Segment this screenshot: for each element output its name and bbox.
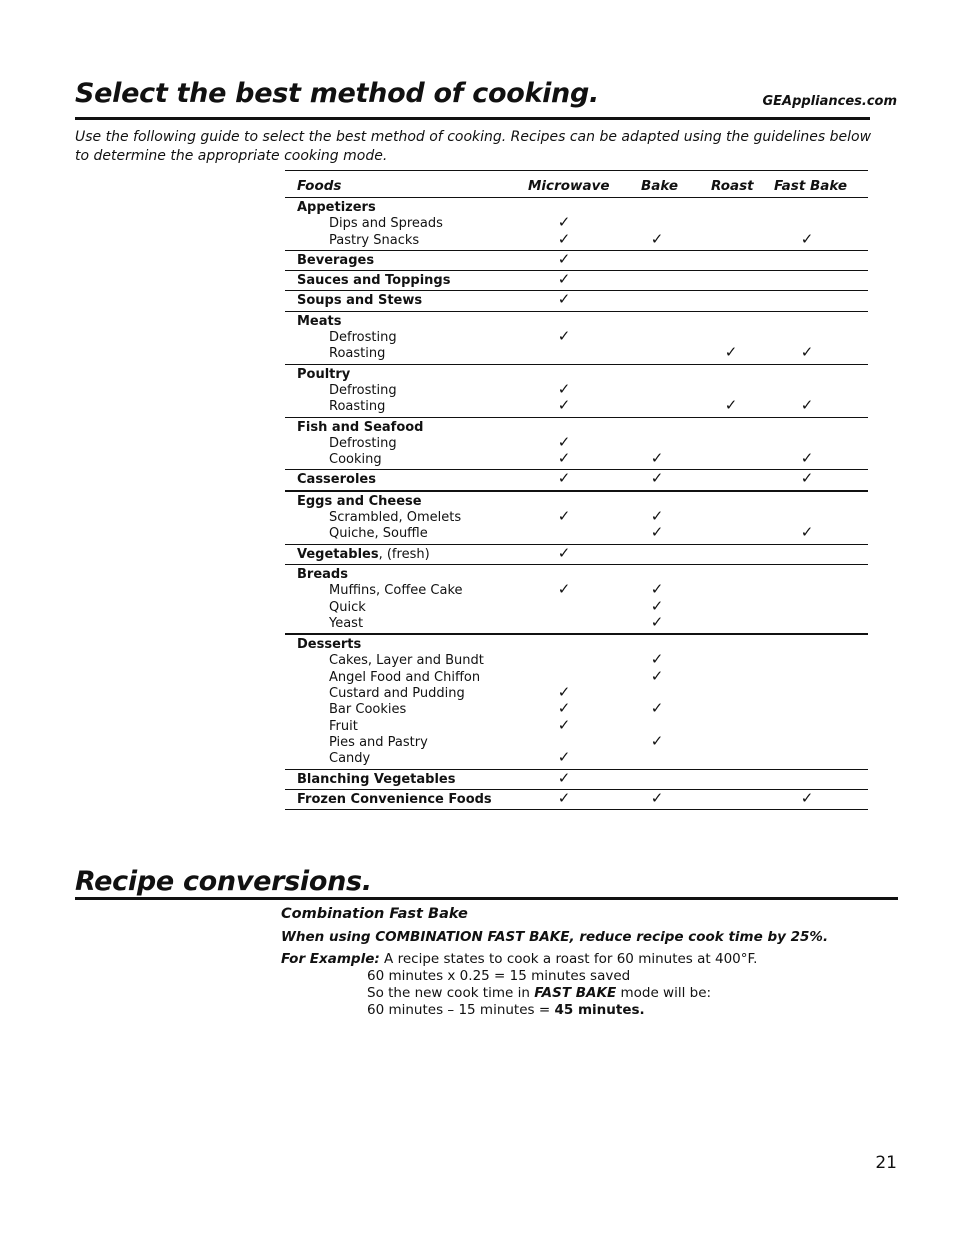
food-label xyxy=(297,792,492,808)
table-row xyxy=(285,650,868,669)
food-name: Blanching Vegetables xyxy=(297,771,456,787)
food-label xyxy=(329,653,484,669)
food-name: Breads xyxy=(297,566,348,582)
example-lead: For Example: xyxy=(281,951,380,967)
food-label xyxy=(297,293,422,309)
table-group xyxy=(285,365,868,418)
checkmark-icon: ✓ xyxy=(557,788,571,807)
food-label xyxy=(329,719,358,735)
table-row xyxy=(285,637,868,653)
food-label xyxy=(329,670,480,686)
checkmark-icon: ✓ xyxy=(557,229,571,248)
checkmark-icon: ✓ xyxy=(557,213,571,232)
checkmark-icon: ✓ xyxy=(650,612,664,631)
table-group xyxy=(285,770,868,790)
table-row xyxy=(285,249,868,269)
checkmark-icon: ✓ xyxy=(557,580,571,599)
table-row xyxy=(285,596,868,616)
food-label xyxy=(329,452,382,468)
section-title: Recipe conversions. xyxy=(75,866,372,897)
food-name: Angel Food and Chiffon xyxy=(329,669,481,685)
checkmark-icon: ✓ xyxy=(557,396,571,415)
table-row xyxy=(285,379,868,399)
checkmark-icon: ✓ xyxy=(800,788,814,807)
food-label xyxy=(297,200,376,216)
checkmark-icon: ✓ xyxy=(557,507,571,526)
table-row xyxy=(285,314,868,330)
food-name: Vegetables xyxy=(297,546,379,562)
table-row xyxy=(285,420,868,436)
table-group xyxy=(285,545,868,565)
table-row xyxy=(285,290,868,309)
food-label xyxy=(297,253,374,269)
section-rule xyxy=(75,897,898,900)
checkmark-icon: ✓ xyxy=(650,788,664,807)
food-label xyxy=(329,526,428,542)
example-text-1: A recipe states to cook a roast for 60 minutes at 400°F. xyxy=(379,951,758,967)
conversion-rule: When using COMBINATION FAST BAKE, reduce recipe cook time by 25%. xyxy=(281,929,829,945)
table-header xyxy=(285,171,868,198)
food-label xyxy=(297,772,456,788)
checkmark-icon: ✓ xyxy=(650,596,664,615)
checkmark-icon: ✓ xyxy=(800,343,814,362)
checkmark-icon: ✓ xyxy=(650,523,664,542)
food-name: Custard and Pudding xyxy=(329,686,465,702)
table-group xyxy=(285,492,868,545)
food-name: Defrosting xyxy=(329,435,397,451)
food-label xyxy=(329,436,397,452)
col-microwave: Microwave xyxy=(528,178,610,194)
food-name: Muffins, Coffee Cake xyxy=(329,583,463,599)
food-label xyxy=(329,216,443,232)
food-name: Sauces and Toppings xyxy=(297,273,451,289)
example-line-3 xyxy=(281,985,828,1002)
checkmark-icon: ✓ xyxy=(800,469,814,488)
food-name: Fruit xyxy=(329,718,358,734)
table-group xyxy=(285,251,868,271)
example-result: 45 minutes. xyxy=(554,1002,645,1018)
checkmark-icon: ✓ xyxy=(557,432,571,451)
site-url: GEAppliances.com xyxy=(762,94,897,109)
table-row xyxy=(285,229,868,249)
example-line-1 xyxy=(281,951,828,968)
table-row xyxy=(285,396,868,415)
table-body xyxy=(285,198,868,810)
table-row xyxy=(285,543,868,563)
col-roast: Roast xyxy=(711,178,754,194)
food-label xyxy=(329,735,428,751)
food-label xyxy=(297,314,341,330)
table-row xyxy=(285,200,868,216)
food-label xyxy=(329,510,461,526)
table-group xyxy=(285,271,868,291)
food-name: Yeast xyxy=(329,615,364,631)
table-group xyxy=(285,418,868,471)
title-rule xyxy=(75,117,870,120)
checkmark-icon: ✓ xyxy=(800,229,814,248)
table-row xyxy=(285,327,868,346)
checkmark-icon: ✓ xyxy=(557,327,571,346)
table-row xyxy=(285,367,868,383)
table-row xyxy=(285,612,868,632)
checkmark-icon: ✓ xyxy=(650,507,664,526)
table-row xyxy=(285,507,868,526)
checkmark-icon: ✓ xyxy=(800,396,814,415)
table-row xyxy=(285,432,868,452)
example-block xyxy=(281,951,828,1019)
food-name: Roasting xyxy=(329,346,386,362)
food-name: Beverages xyxy=(297,252,375,268)
food-name: Desserts xyxy=(297,637,362,653)
food-label xyxy=(329,616,363,632)
example-line-4 xyxy=(281,1002,828,1019)
food-name: Defrosting xyxy=(329,330,397,346)
col-bake: Bake xyxy=(641,178,679,194)
food-name: Casseroles xyxy=(297,472,376,488)
food-label xyxy=(297,367,350,383)
checkmark-icon: ✓ xyxy=(650,580,664,599)
checkmark-icon: ✓ xyxy=(800,449,814,468)
checkmark-icon: ✓ xyxy=(650,449,664,468)
food-name: Pastry Snacks xyxy=(329,232,420,248)
food-name: Pies and Pastry xyxy=(329,734,428,750)
checkmark-icon: ✓ xyxy=(724,396,738,415)
recipe-conversions xyxy=(281,906,828,1019)
checkmark-icon: ✓ xyxy=(557,469,571,488)
food-label xyxy=(297,273,450,289)
food-label xyxy=(297,567,348,583)
food-label xyxy=(329,233,419,249)
checkmark-icon: ✓ xyxy=(557,748,571,767)
intro-text: Use the following guide to select the best method of cooking. Recipes can be adapted using the guidelines below to determine the appropriate cooking mode. xyxy=(75,129,872,164)
food-label xyxy=(297,420,424,436)
table-row xyxy=(285,523,868,542)
page-number: 21 xyxy=(875,1153,897,1173)
food-name: Defrosting xyxy=(329,382,397,398)
table-row xyxy=(285,343,868,362)
table-row xyxy=(285,788,868,808)
table-row xyxy=(285,494,868,510)
checkmark-icon: ✓ xyxy=(557,249,571,268)
food-name: Cooking xyxy=(329,452,382,468)
checkmark-icon: ✓ xyxy=(557,270,571,289)
food-label xyxy=(297,637,361,653)
checkmark-icon: ✓ xyxy=(724,343,738,362)
food-label xyxy=(329,751,370,767)
col-fast-bake: Fast Bake xyxy=(774,178,848,194)
food-label xyxy=(297,494,422,510)
food-name: Cakes, Layer and Bundt xyxy=(329,653,484,669)
cooking-method-table xyxy=(285,170,868,810)
food-name: Eggs and Cheese xyxy=(297,493,422,509)
table-row xyxy=(285,683,868,702)
food-label xyxy=(329,686,465,702)
subsection-title: Combination Fast Bake xyxy=(281,906,468,922)
checkmark-icon: ✓ xyxy=(650,731,664,750)
table-row xyxy=(285,768,868,788)
food-name: Fish and Seafood xyxy=(297,419,424,435)
checkmark-icon: ✓ xyxy=(650,469,664,488)
checkmark-icon: ✓ xyxy=(650,229,664,248)
table-group xyxy=(285,198,868,251)
food-name: Scrambled, Omelets xyxy=(329,510,462,526)
checkmark-icon: ✓ xyxy=(557,683,571,702)
food-label xyxy=(329,383,397,399)
checkmark-icon: ✓ xyxy=(557,449,571,468)
food-name: Quiche, Souffle xyxy=(329,526,428,542)
food-name: Quick xyxy=(329,599,366,615)
checkmark-icon: ✓ xyxy=(557,768,571,787)
checkmark-icon: ✓ xyxy=(557,290,571,309)
example-mode: FAST BAKE xyxy=(534,985,617,1001)
page-title: Select the best method of cooking. xyxy=(75,78,599,109)
food-label xyxy=(329,583,463,599)
example-text-3b: mode will be: xyxy=(616,985,712,1001)
food-label xyxy=(297,547,430,563)
checkmark-icon: ✓ xyxy=(650,650,664,669)
table-row xyxy=(285,449,868,468)
checkmark-icon: ✓ xyxy=(557,543,571,562)
checkmark-icon: ✓ xyxy=(557,379,571,398)
food-name: Frozen Convenience Foods xyxy=(297,791,492,807)
food-label xyxy=(329,330,397,346)
food-name: Poultry xyxy=(297,366,351,382)
example-text-4: 60 minutes – 15 minutes = xyxy=(367,1002,555,1018)
table-group xyxy=(285,470,868,491)
food-name: Meats xyxy=(297,313,342,329)
col-foods: Foods xyxy=(297,178,342,194)
table-group xyxy=(285,291,868,311)
table-row xyxy=(285,270,868,289)
food-name: Dips and Spreads xyxy=(329,216,443,232)
checkmark-icon: ✓ xyxy=(650,699,664,718)
checkmark-icon: ✓ xyxy=(800,523,814,542)
food-name: Candy xyxy=(329,751,371,767)
table-group xyxy=(285,565,868,635)
table-row xyxy=(285,731,868,751)
food-label xyxy=(297,472,376,488)
table-group xyxy=(285,635,868,769)
table-row xyxy=(285,666,868,686)
table-row xyxy=(285,715,868,735)
food-name: Roasting xyxy=(329,399,386,415)
table-row xyxy=(285,469,868,488)
table-row xyxy=(285,580,868,599)
table-row xyxy=(285,213,868,232)
food-name: Appetizers xyxy=(297,200,376,215)
table-row xyxy=(285,567,868,583)
food-label xyxy=(329,399,385,415)
food-note: , (fresh) xyxy=(378,546,430,562)
checkmark-icon: ✓ xyxy=(557,699,571,718)
food-name: Soups and Stews xyxy=(297,293,423,309)
example-text-3a: So the new cook time in xyxy=(367,985,535,1001)
food-label xyxy=(329,346,385,362)
example-line-2: 60 minutes x 0.25 = 15 minutes saved xyxy=(367,968,631,984)
checkmark-icon: ✓ xyxy=(557,715,571,734)
food-label xyxy=(329,702,406,718)
table-row xyxy=(285,699,868,718)
checkmark-icon: ✓ xyxy=(650,666,664,685)
food-name: Bar Cookies xyxy=(329,702,407,718)
table-group xyxy=(285,312,868,365)
table-row xyxy=(285,748,868,767)
food-label xyxy=(329,600,366,616)
table-group xyxy=(285,790,868,810)
